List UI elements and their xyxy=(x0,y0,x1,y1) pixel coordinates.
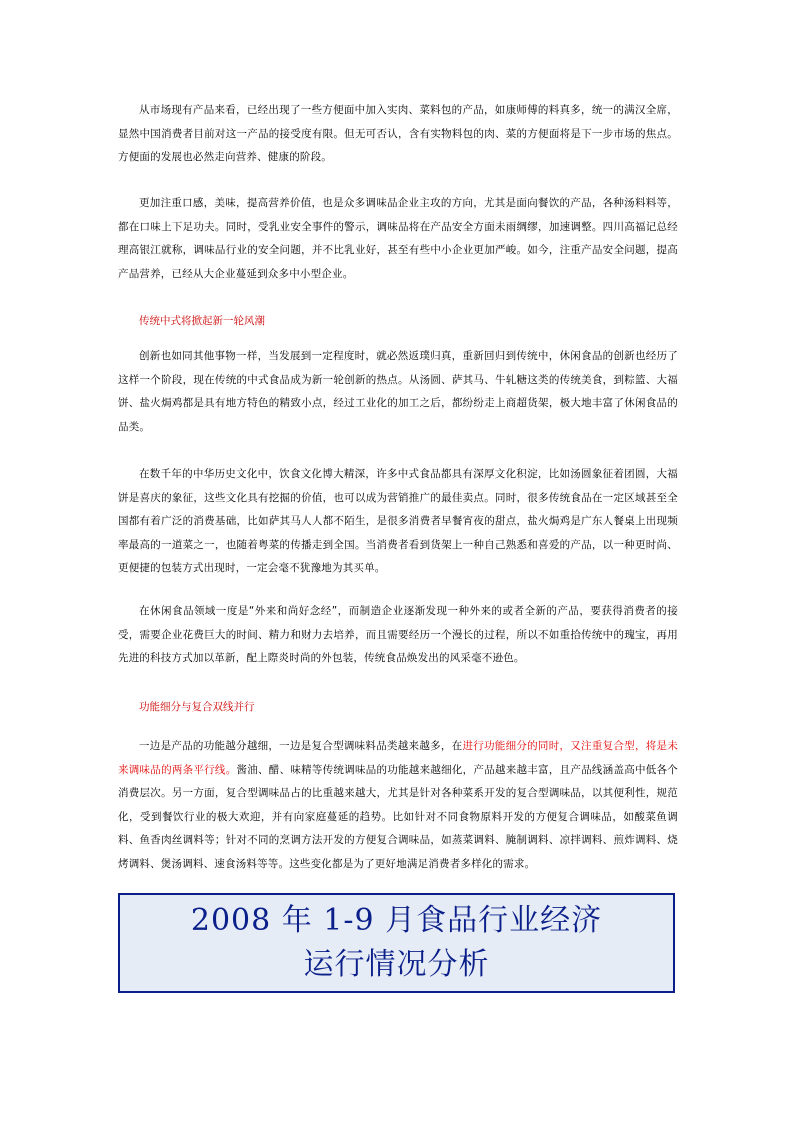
paragraph-compound-seasoning xyxy=(118,735,678,876)
report-title-banner xyxy=(118,893,675,993)
section-heading-function: 功能细分与复合双线并行 xyxy=(139,701,255,713)
highlighted-text: 进行功能细分的同时，又注重复合型，将是未来调味品的两条平行线。 xyxy=(118,740,679,776)
paragraph-instant-noodles: 从市场现有产品来看，已经出现了一些方便面中加入实肉、菜料包的产品，如康师傅的料真多，统一的满汉全席，显然中国消费者目前对这一产品的接受度有限。但无可否认，含有实物料包的肉、菜的方便面将是下一步市场的焦点。方便面的发展也必然走向营养、健康的阶段。 xyxy=(118,104,678,163)
paragraph-leisure-food: 在休闲食品领域一度是“外来和尚好念经”，而制造企业逐渐发现一种外来的或者全新的产品，要获得消费者的接受，需要企业花费巨大的时间、精力和财力去培养，而且需要经历一个漫长的过程，所以不如重拾传统中的瑰宝，再用先进的科技方式加以革新，配上際炎时尚的外包装，传统食品焕发出的风采毫不逊色。 xyxy=(118,605,678,664)
paragraph-seasoning-safety: 更加注重口感，美味，提高营养价值，也是众多调味品企业主攻的方向，尤其是面向餐饮的产品，各种汤料料等，都在口味上下足功夫。同时，受乳业安全事件的警示，调味品将在产品安全方面未雨绸缪，加速调整。四川高福记总经理高银江就称，调味品行业的安全问题，并不比乳业好，甚至有些中小企业更加严峻。如今，注重产品安全问题，提高产品营养，已经从大企业蔓延到众多中小型企业。 xyxy=(118,197,678,280)
report-title: 2008 年 1-9 月食品行业经济运行情况分析 xyxy=(190,903,603,982)
section-heading-traditional: 传统中式将掀起新一轮风潮 xyxy=(139,315,265,327)
paragraph-text-end: 酱油、醋、味精等传统调味品的功能越来越细化，产品越来越丰富，且产品线涵盖高中低各个消费层次。另一方面，复合型调味品占的比重越来越大，尤其是针对各种菜系开发的复合型调味品，以其便利性，规范化，受到餐饮行业的极大欢迎，并有向家庭蔓延的趋势。比如针对不同食物原料开发的方便复合调味品，如酸菜鱼调料、鱼香肉丝调料等；针对不同的烹调方法开发的方便复合调味品，如蒸菜调料、腌制调料、凉拌调料、煎炸调料、烧烤调料、煲汤调料、速食汤料等等。这些变化都是为了更好地满足消费者多样化的需求。 xyxy=(118,763,679,870)
paragraph-text-start: 一边是产品的功能越分越细，一边是复合型调味料品类越来越多，在 xyxy=(139,740,463,752)
paragraph-culture: 在数千年的中华历史文化中，饮食文化博大精深，许多中式食品都具有深厚文化积淀，比如汤圆象征着团圆，大福饼是喜庆的象征，这些文化具有挖掘的价值，也可以成为营销推广的最佳卖点。同时，很多传统食品在一定区域甚至全国都有着广泛的消费基础，比如萨其马人人都不陌生，是很多消费者早餐宵夜的甜点，盐火焗鸡是广东人餐桌上出现频率最高的一道菜之一，也随着粤菜的传播走到全国。当消费者看到货架上一种自己熟悉和喜爱的产品，以一种更时尚、更便捷的包装方式出现时，一定会毫不犹豫地为其买单。 xyxy=(118,468,678,574)
paragraph-innovation: 创新也如同其他事物一样，当发展到一定程度时，就必然返璞归真，重新回归到传统中，休闲食品的创新也经历了这样一个阶段，现在传统的中式食品成为新一轮创新的热点。从汤圆、萨其马、牛轧糖这类的传统美食，到粽篮、大福饼、盐火焗鸡都是具有地方特色的精致小点，经过工业化的加工之后，都纷纷走上商超货架，极大地丰富了休闲食品的品类。 xyxy=(118,350,678,433)
